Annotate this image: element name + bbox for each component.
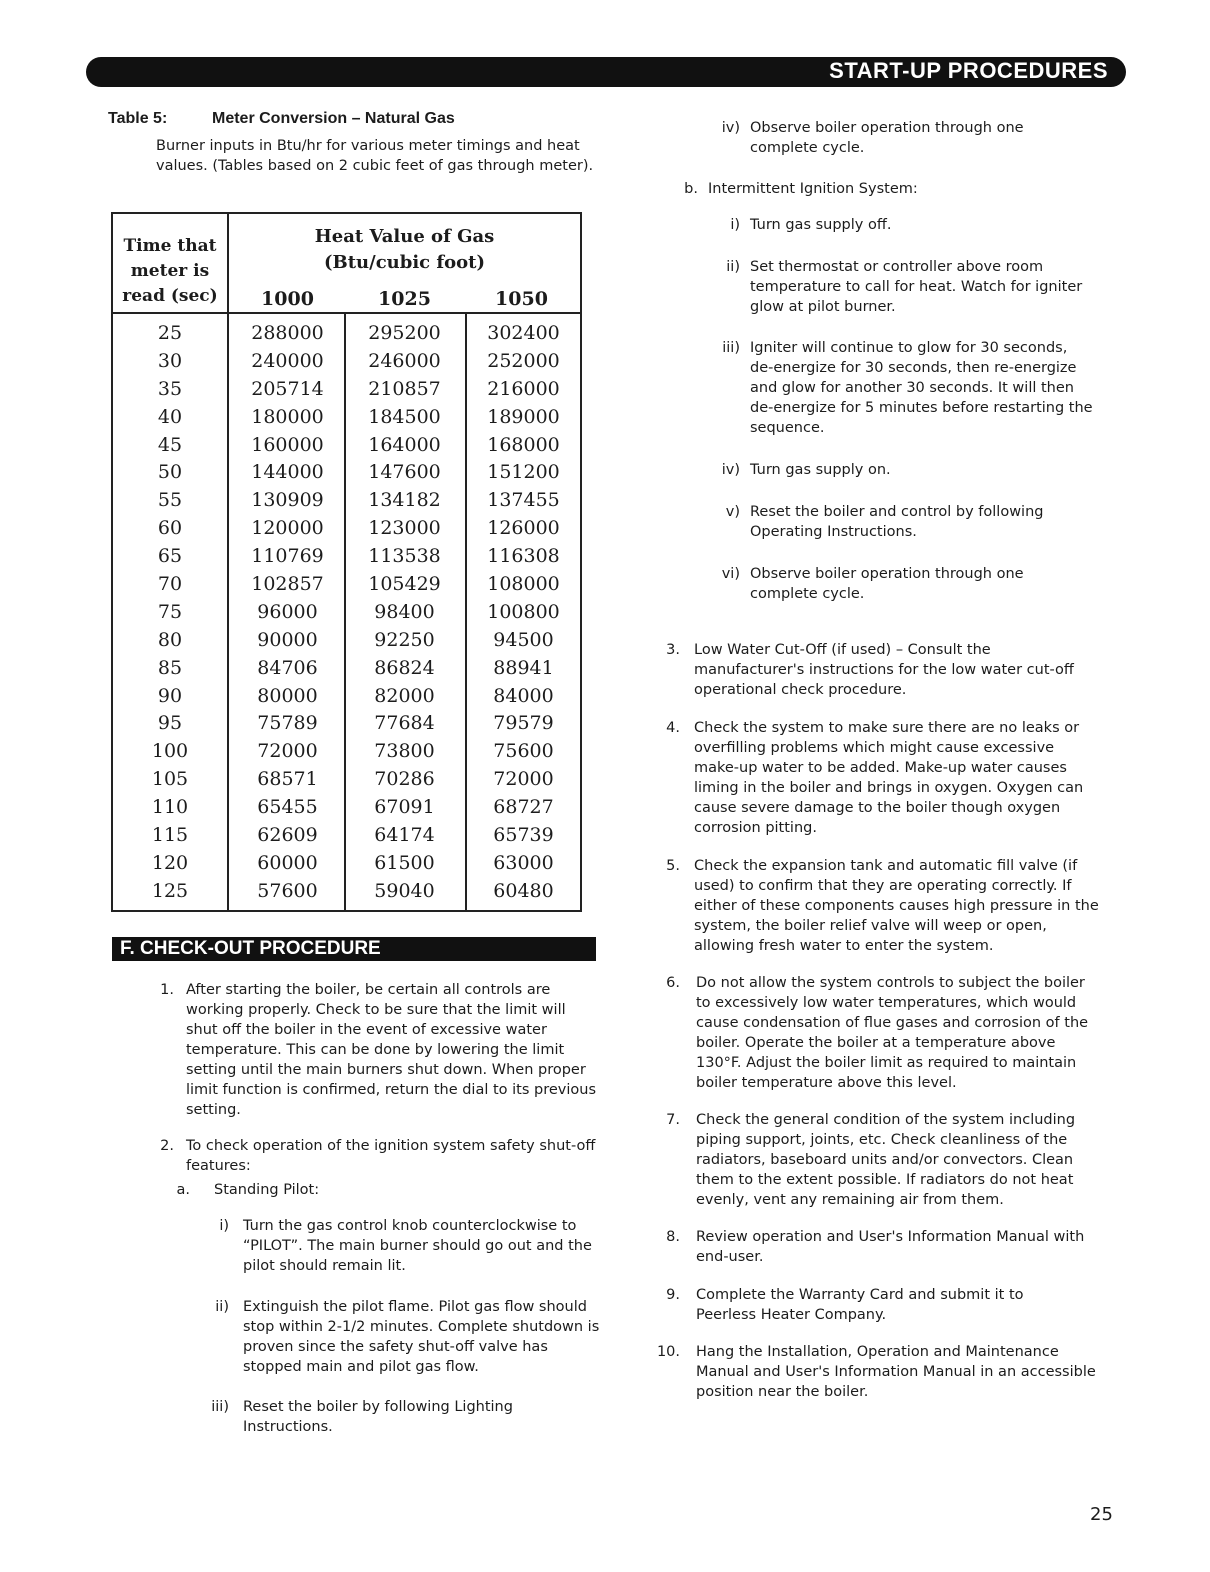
btu-cell: 84706 bbox=[257, 656, 318, 679]
btu-cell: 70286 bbox=[374, 768, 435, 791]
time-cell: 95 bbox=[157, 712, 183, 735]
list-item-number: iii) bbox=[722, 340, 740, 356]
list-item-text: Do not allow the system controls to subject the boiler to excessively low water temperatures, which would cause condensation of flue gases and corrosion of the boiler. Operate the boiler at a temperature above 130°F. Adjust the boiler limit as required to maintain boiler temperature above this level. bbox=[696, 975, 1089, 1091]
btu-cell: 164000 bbox=[368, 433, 441, 456]
btu-cell: 126000 bbox=[487, 517, 560, 540]
btu-cell: 86824 bbox=[374, 656, 435, 679]
btu-cell: 72000 bbox=[493, 768, 554, 791]
list-item-number: ii) bbox=[726, 259, 740, 275]
btu-cell: 216000 bbox=[487, 377, 560, 400]
list-item-text: Standing Pilot: bbox=[214, 1182, 320, 1198]
btu-cell: 96000 bbox=[257, 600, 318, 623]
list-item-text: Turn gas supply on. bbox=[750, 462, 891, 478]
btu-cell: 92250 bbox=[374, 628, 435, 651]
banner-title: START-UP PROCEDURES bbox=[829, 58, 1108, 83]
time-header-line: meter is bbox=[130, 261, 210, 281]
time-cell: 105 bbox=[151, 768, 189, 791]
list-item-number: iii) bbox=[211, 1399, 229, 1415]
btu-cell: 105429 bbox=[368, 573, 441, 596]
btu-cell: 63000 bbox=[493, 851, 554, 874]
time-cell: 80 bbox=[157, 628, 183, 651]
btu-cell: 68727 bbox=[493, 796, 554, 819]
btu-cell: 100800 bbox=[487, 600, 560, 623]
column-header-1050: 1050 bbox=[495, 288, 548, 310]
page-number: 25 bbox=[1090, 1504, 1113, 1525]
btu-cell: 120000 bbox=[251, 517, 324, 540]
list-item-number: b. bbox=[684, 181, 698, 197]
btu-cell: 75789 bbox=[257, 712, 318, 735]
table-caption bbox=[108, 110, 455, 128]
btu-cell: 62609 bbox=[257, 824, 318, 847]
list-item-text: Hang the Installation, Operation and Maintenance Manual and User's Information Manual in an accessible position near the boiler. bbox=[696, 1344, 1096, 1400]
time-cell: 115 bbox=[151, 824, 189, 847]
btu-cell: 80000 bbox=[257, 684, 318, 707]
btu-cell: 88941 bbox=[493, 656, 554, 679]
list-item-number: 6. bbox=[666, 975, 680, 991]
time-cell: 110 bbox=[151, 796, 189, 819]
btu-cell: 77684 bbox=[374, 712, 435, 735]
btu-cell: 180000 bbox=[251, 405, 324, 428]
btu-cell: 98400 bbox=[374, 600, 435, 623]
list-item-number: 4. bbox=[666, 720, 680, 736]
list-item-number: iv) bbox=[721, 462, 740, 478]
btu-cell: 295200 bbox=[368, 322, 441, 344]
btu-cell: 94500 bbox=[493, 628, 554, 651]
btu-cell: 189000 bbox=[487, 405, 560, 428]
list-item-number: 1. bbox=[160, 982, 174, 998]
list-item-text: Observe boiler operation through one complete cycle. bbox=[750, 120, 1024, 156]
time-cell: 100 bbox=[151, 740, 189, 763]
btu-cell: 123000 bbox=[368, 517, 441, 540]
list-item-number: 5. bbox=[666, 858, 680, 874]
time-header-line: read (sec) bbox=[122, 286, 218, 306]
list-item-number: 7. bbox=[666, 1112, 680, 1128]
heat-value-header-line: (Btu/cubic foot) bbox=[324, 252, 485, 273]
btu-cell: 64174 bbox=[374, 824, 435, 847]
list-item-text: Turn gas supply off. bbox=[750, 217, 892, 233]
list-item-text: To check operation of the ignition system safety shut-off features: bbox=[186, 1138, 596, 1174]
time-cell: 65 bbox=[157, 545, 183, 568]
btu-cell: 68571 bbox=[257, 768, 318, 791]
btu-cell: 60000 bbox=[257, 851, 318, 874]
list-item-number: vi) bbox=[721, 566, 740, 582]
column-header-1000: 1000 bbox=[261, 288, 314, 310]
btu-cell: 288000 bbox=[251, 322, 324, 344]
list-item-number: v) bbox=[725, 504, 740, 520]
btu-cell: 67091 bbox=[374, 796, 435, 819]
btu-cell: 205714 bbox=[251, 377, 324, 400]
time-cell: 30 bbox=[157, 349, 183, 372]
btu-1000-column bbox=[229, 320, 346, 906]
btu-cell: 59040 bbox=[374, 879, 435, 902]
btu-cell: 108000 bbox=[487, 573, 560, 596]
time-cell: 70 bbox=[157, 573, 183, 596]
time-header-cell bbox=[113, 214, 229, 314]
btu-cell: 147600 bbox=[368, 461, 441, 484]
time-cell: 75 bbox=[157, 600, 183, 623]
btu-cell: 113538 bbox=[368, 545, 441, 568]
time-cell: 35 bbox=[157, 377, 183, 400]
btu-cell: 90000 bbox=[257, 628, 318, 651]
heat-value-header-line: Heat Value of Gas bbox=[314, 226, 495, 247]
time-cell: 40 bbox=[157, 405, 183, 428]
time-cell: 60 bbox=[157, 517, 183, 540]
table-description: Burner inputs in Btu/hr for various meter timings and heat values. (Tables based on 2 cubic feet of gas through meter). bbox=[156, 138, 594, 174]
btu-cell: 302400 bbox=[487, 322, 560, 344]
btu-cell: 102857 bbox=[251, 573, 324, 596]
btu-cell: 137455 bbox=[487, 489, 560, 512]
list-item-text: Intermittent Ignition System: bbox=[708, 181, 918, 197]
list-item-number: 10. bbox=[656, 1344, 680, 1360]
btu-cell: 65739 bbox=[493, 824, 554, 847]
btu-cell: 75600 bbox=[493, 740, 554, 763]
table-label: Table 5: bbox=[108, 110, 168, 127]
time-column bbox=[113, 320, 227, 906]
btu-cell: 60480 bbox=[493, 879, 554, 902]
list-item-text: Check the expansion tank and automatic fill valve (if used) to confirm that they are operating correctly. If either of these components causes high pressure in the system, the boiler relief valve will weep or open, allowing fresh water to enter the system. bbox=[694, 858, 1099, 954]
list-item-number: iv) bbox=[721, 120, 740, 136]
btu-cell: 144000 bbox=[251, 461, 324, 484]
time-cell: 55 bbox=[157, 489, 183, 512]
btu-1025-column bbox=[346, 320, 463, 906]
list-item-text: After starting the boiler, be certain all controls are working properly. Check to be sure that the limit will shut off the boiler in the event of excessive water temperature. This can be done by lowering the limit setting until the main burners shut down. When proper limit function is confirmed, return the dial to its previous setting. bbox=[186, 982, 597, 1118]
btu-cell: 72000 bbox=[257, 740, 318, 763]
btu-cell: 246000 bbox=[368, 349, 441, 372]
btu-cell: 130909 bbox=[251, 489, 324, 512]
btu-cell: 134182 bbox=[368, 489, 441, 512]
list-item-text: Reset the boiler by following Lighting Instructions. bbox=[243, 1399, 513, 1435]
time-header-line: Time that bbox=[123, 236, 217, 256]
list-item-text: Igniter will continue to glow for 30 seconds, de-energize for 30 seconds, then re-energize and glow for another 30 seconds. It will then de-energize for 5 minutes before restarting the sequence. bbox=[750, 340, 1093, 436]
list-item-text: Check the system to make sure there are no leaks or overfilling problems which might cause excessive make-up water to be added. Make-up water causes liming in the boiler and brings in oxygen. Oxygen can cause severe damage to the boiler though oxygen corrosion pitting. bbox=[694, 720, 1084, 836]
btu-cell: 240000 bbox=[251, 349, 324, 372]
time-cell: 45 bbox=[157, 433, 183, 456]
btu-cell: 79579 bbox=[493, 712, 554, 735]
btu-cell: 57600 bbox=[257, 879, 318, 902]
section-banner bbox=[86, 57, 1126, 87]
list-item-text: Check the general condition of the system including piping support, joints, etc. Check cleanliness of the radiators, baseboard units and/or convectors. Clean them to the extent possible. If radiators do not heat evenly, vent any remaining air from them. bbox=[696, 1112, 1076, 1208]
meter-conversion-table bbox=[111, 212, 582, 912]
btu-cell: 168000 bbox=[487, 433, 560, 456]
list-item-text: Low Water Cut-Off (if used) – Consult the manufacturer's instructions for the low water cut-off operational check procedure. bbox=[694, 642, 1074, 698]
list-item-number: i) bbox=[219, 1218, 229, 1234]
btu-cell: 73800 bbox=[374, 740, 435, 763]
btu-cell: 110769 bbox=[251, 545, 324, 568]
section-header-bar bbox=[112, 937, 596, 961]
list-item-number: i) bbox=[730, 217, 740, 233]
heat-value-header bbox=[229, 224, 580, 276]
time-cell: 90 bbox=[157, 684, 183, 707]
list-item-number: 3. bbox=[666, 642, 680, 658]
section-title: F. CHECK-OUT PROCEDURE bbox=[120, 938, 381, 959]
list-item-text: Complete the Warranty Card and submit it to Peerless Heater Company. bbox=[696, 1287, 1024, 1323]
time-cell: 85 bbox=[157, 656, 183, 679]
btu-cell: 184500 bbox=[368, 405, 441, 428]
list-item-number: ii) bbox=[215, 1299, 229, 1315]
btu-cell: 61500 bbox=[374, 851, 435, 874]
btu-cell: 210857 bbox=[368, 377, 441, 400]
btu-cell: 151200 bbox=[487, 461, 560, 484]
time-cell: 25 bbox=[157, 322, 183, 344]
btu-cell: 84000 bbox=[493, 684, 554, 707]
list-item-number: 9. bbox=[666, 1287, 680, 1303]
table-title: Meter Conversion – Natural Gas bbox=[212, 110, 455, 127]
list-item-text: Turn the gas control knob counterclockwise to “PILOT”. The main burner should go out and the pilot should remain lit. bbox=[243, 1218, 592, 1274]
list-item-text: Review operation and User's Information Manual with end-user. bbox=[696, 1229, 1085, 1265]
list-item-text: Extinguish the pilot flame. Pilot gas flow should stop within 2-1/2 minutes. Complete shutdown is proven since the safety shut-off valve has stopped main and pilot gas flow. bbox=[243, 1299, 600, 1375]
time-cell: 50 bbox=[157, 461, 183, 484]
header-divider bbox=[113, 312, 580, 314]
list-item-text: Observe boiler operation through one complete cycle. bbox=[750, 566, 1024, 602]
btu-cell: 65455 bbox=[257, 796, 318, 819]
list-item-text: Reset the boiler and control by following Operating Instructions. bbox=[750, 504, 1044, 540]
btu-cell: 82000 bbox=[374, 684, 435, 707]
time-cell: 125 bbox=[151, 879, 189, 902]
btu-1050-column bbox=[465, 320, 582, 906]
list-item-number: 2. bbox=[160, 1138, 174, 1154]
btu-cell: 116308 bbox=[487, 545, 560, 568]
btu-cell: 160000 bbox=[251, 433, 324, 456]
list-item-number: 8. bbox=[666, 1229, 680, 1245]
list-item-text: Set thermostat or controller above room temperature to call for heat. Watch for igniter glow at pilot burner. bbox=[750, 259, 1083, 315]
column-header-1025: 1025 bbox=[378, 288, 431, 310]
time-cell: 120 bbox=[151, 851, 189, 874]
btu-cell: 252000 bbox=[487, 349, 560, 372]
list-item-number: a. bbox=[176, 1182, 190, 1198]
